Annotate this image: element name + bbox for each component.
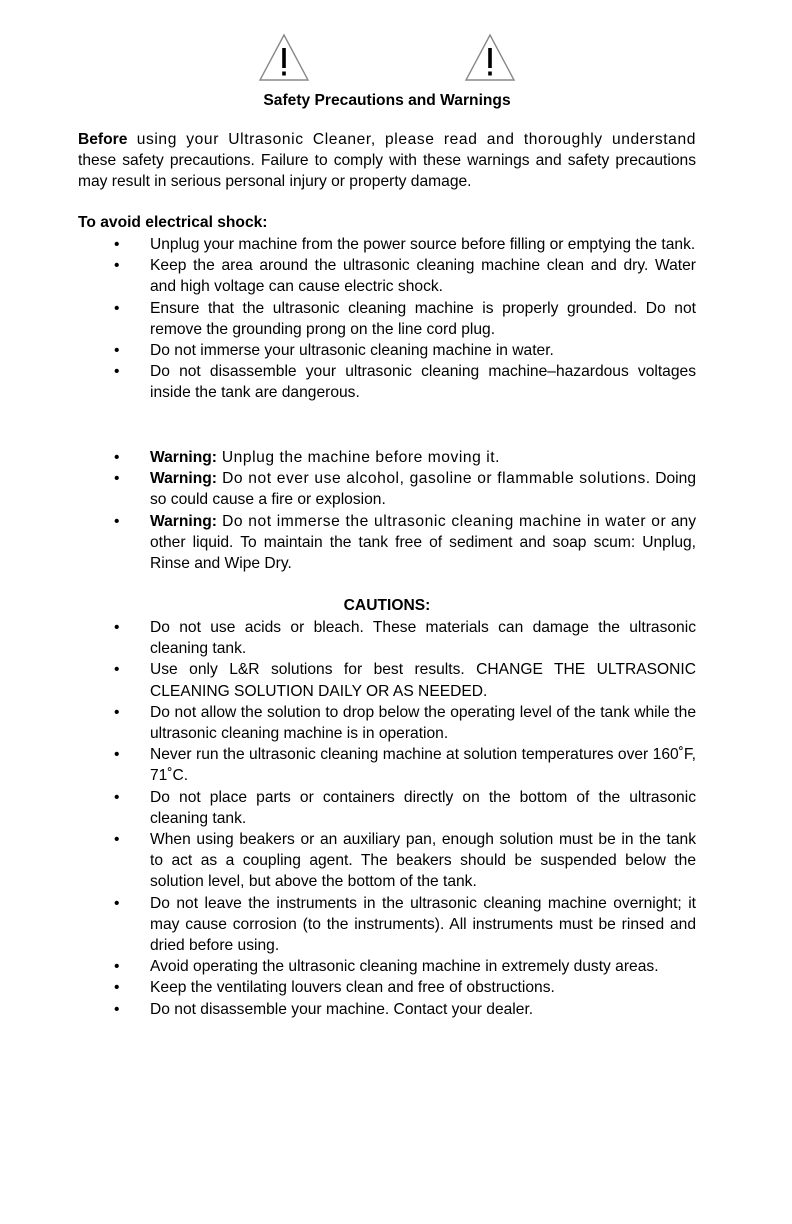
bullet: • [114,236,120,253]
warning-item: • Warning: Unplug the machine before moving it. [78,447,696,468]
list-item: • Do not immerse your ultrasonic cleaning machine in water. [78,340,696,361]
bullet: • [114,299,120,317]
warning-triangle-icon [464,33,516,83]
warning-icons [258,33,518,83]
bullet: • [114,619,120,636]
bullet: • [114,512,120,530]
bullet: • [114,746,120,764]
list-item: • Do not disassemble your machine. Contact your dealer. [78,999,696,1020]
list-item: • When using beakers or an auxiliary pan, enough solution must be in the tank to act as a coupling agent. The beakers should be suspended below the solution level, but above the bottom of the tank. [114,831,696,891]
list-item: • Never run the ultrasonic cleaning machine at solution temperatures over 160˚F, 71˚C. [114,746,696,785]
warning-label: Warning: [150,470,217,488]
list-item: • Do not allow the solution to drop below the operating level of the tank while the ultrasonic cleaning machine is in operation. [114,703,696,743]
warning-item: • Warning: Do not immerse the ultrasonic cleaning machine in water or any other liquid. To maintain the tank free of sediment and soap scum: Unplug, Rinse and Wipe Dry. [114,512,696,573]
bullet: • [114,958,120,976]
intro-paragraph [78,129,696,193]
intro-bold-lead: Before [78,131,128,148]
warnings-list [78,447,696,574]
list-item: • Do not disassemble your ultrasonic cleaning machine–hazardous voltages inside the tank are dangerous. [114,363,696,402]
warning-label: Warning: [150,449,217,466]
list-item: • Unplug your machine from the power source before filling or emptying the tank. [78,234,696,255]
bullet: • [114,979,120,997]
list-item: • Keep the ventilating louvers clean and free of obstructions. [78,977,696,998]
warning-triangle-icon [258,33,310,83]
warning-item: • Warning: Do not ever use alcohol, gasoline or flammable solutions. Doing so could cause a fire or explosion. [114,470,696,509]
list-item: • Do not use acids or bleach. These materials can damage the ultrasonic cleaning tank. [114,619,696,658]
bullet: • [114,703,120,721]
list-item: • Do not leave the instruments in the ultrasonic cleaning machine overnight; it may cause corrosion (to the instruments). All instruments must be rinsed and dried before using. [114,894,696,955]
shock-list [78,234,696,404]
intro-rest: these safety precautions. Failure to comply with these warnings and safety precautions may result in serious personal injury or property damage. [78,152,696,191]
bullet: • [114,661,120,679]
list-item: • Do not place parts or containers directly on the bottom of the ultrasonic cleaning tank. [114,788,696,827]
list-item: • Keep the area around the ultrasonic cleaning machine clean and dry. Water and high voltage can cause electric shock. [114,257,696,296]
bullet: • [114,788,120,806]
list-item: • Ensure that the ultrasonic cleaning machine is properly grounded. Do not remove the grounding prong on the line cord plug. [114,299,696,338]
page-title: Safety Precautions and Warnings [263,92,511,109]
bullet: • [114,831,120,849]
cautions-heading: CAUTIONS: [343,597,431,614]
bullet: • [114,363,120,381]
bullet: • [114,470,120,488]
shock-heading: To avoid electrical shock: [78,214,268,231]
bullet: • [114,257,120,275]
bullet: • [114,894,120,912]
intro-line1: using your Ultrasonic Cleaner, please read and thoroughly understand [127,131,696,148]
cautions-list [78,617,696,1020]
bullet: • [114,449,120,466]
warning-label: Warning: [150,512,217,530]
bullet: • [114,342,120,360]
list-item: • Use only L&R solutions for best results. CHANGE THE ULTRASONIC CLEANING SOLUTION DAILY OR AS NEEDED. [114,661,696,700]
list-item: • Avoid operating the ultrasonic cleaning machine in extremely dusty areas. [78,956,696,977]
bullet: • [114,1000,120,1018]
